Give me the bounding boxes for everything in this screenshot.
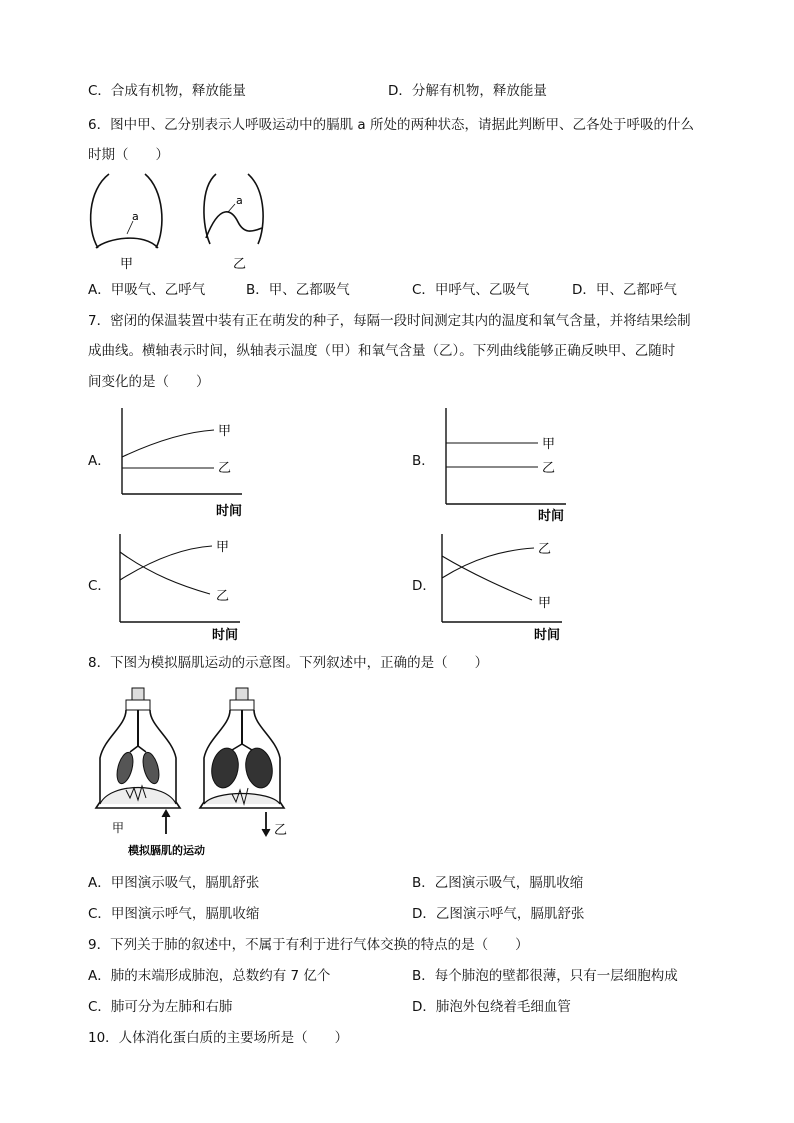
- q8-option-b: B．乙图演示吸气，膈肌收缩: [412, 875, 584, 891]
- q6-jia-diaphragm: [96, 238, 158, 248]
- q6-yi-caption: 乙: [233, 257, 247, 272]
- q8-yi-left-lung: [209, 746, 242, 790]
- q8-yi-label: 乙: [274, 823, 288, 838]
- q7-a-label-yi: 乙: [218, 461, 232, 476]
- q7-option-b-label: B．: [412, 453, 435, 469]
- q7-c-label-yi: 乙: [216, 589, 230, 604]
- q7-d-x-label: 时间: [534, 628, 561, 643]
- q9-option-b: B．每个肺泡的壁都很薄，只有一层细胞构成: [412, 968, 678, 984]
- q6-stem-line2: 时期（ ）: [88, 147, 169, 163]
- q7-b-label-jia: 甲: [542, 437, 556, 452]
- q6-diaphragm-figure: [82, 168, 282, 276]
- q7-graph-d: [434, 530, 584, 645]
- q7-option-c-label: C．: [88, 578, 111, 594]
- q8-bell-jar-figure: [92, 686, 302, 860]
- q7-c-x-label: 时间: [212, 628, 239, 643]
- q9-option-c: C．肺可分为左肺和右肺: [88, 999, 233, 1015]
- q6-option-b: B．甲、乙都吸气: [246, 282, 350, 298]
- q9-option-a: A．肺的末端形成肺泡，总数约有 7 亿个: [88, 968, 331, 984]
- q7-stem-line2: 成曲线。横轴表示时间，纵轴表示温度（甲）和氧气含量（乙）。下列曲线能够正确反映甲、乙随时: [88, 343, 676, 359]
- q7-b-label-yi: 乙: [542, 461, 556, 476]
- q7-graph-c: [112, 530, 262, 645]
- q7-a-x-label: 时间: [216, 504, 243, 519]
- q6-option-d: D．甲、乙都呼气: [572, 282, 677, 298]
- q6-yi-label-a: a: [236, 194, 243, 207]
- q9-option-d: D．肺泡外包绕着毛细血管: [412, 999, 571, 1015]
- q8-jia-right-lung: [140, 751, 162, 786]
- q6-yi-pointer: [228, 204, 235, 212]
- q8-option-a: A．甲图演示吸气，膈肌舒张: [88, 875, 260, 891]
- q6-jia-label-a: a: [132, 210, 139, 223]
- q6-jia-chest-right: [145, 174, 162, 248]
- q8-option-d: D．乙图演示呼气，膈肌舒张: [412, 906, 585, 922]
- q7-d-curve-jia: [442, 556, 532, 600]
- q8-figure-caption: 模拟膈肌的运动: [128, 844, 205, 857]
- q7-stem-line3: 间变化的是（ ）: [88, 374, 210, 390]
- q6-option-a: A．甲吸气、乙呼气: [88, 282, 206, 298]
- q6-yi-chest-right: [248, 174, 263, 244]
- q5-option-c: C．合成有机物，释放能量: [88, 83, 246, 99]
- q7-a-label-jia: 甲: [218, 424, 232, 439]
- q8-yi-right-lung: [243, 746, 276, 790]
- q7-graph-b: [438, 404, 588, 524]
- q6-option-c: C．甲呼气、乙吸气: [412, 282, 530, 298]
- q9-stem: 9．下列关于肺的叙述中，不属于有利于进行气体交换的特点的是（ ）: [88, 937, 529, 953]
- q8-jar-yi: [200, 688, 287, 838]
- q7-b-x-label: 时间: [538, 509, 565, 524]
- q6-jia-caption: 甲: [120, 257, 134, 272]
- q7-c-curve-yi: [120, 552, 210, 594]
- q7-graph-a: [114, 404, 264, 524]
- q7-stem-line1: 7．密闭的保温装置中装有正在萌发的种子，每隔一段时间测定其内的温度和氧气含量，并将结果绘制: [88, 313, 691, 329]
- q6-yi-chest-left: [204, 174, 216, 244]
- q7-d-label-yi: 乙: [538, 542, 552, 557]
- q7-c-curve-jia: [120, 546, 212, 580]
- q7-option-d-label: D．: [412, 578, 436, 594]
- q7-c-label-jia: 甲: [216, 540, 230, 555]
- q8-jar-jia: [96, 688, 180, 835]
- q6-jia-chest-left: [91, 174, 109, 248]
- q7-option-a-label: A．: [88, 453, 111, 469]
- q7-a-curve-jia: [122, 430, 214, 457]
- q6-yi-diaphragm: [206, 212, 262, 238]
- q8-option-c: C．甲图演示呼气，膈肌收缩: [88, 906, 260, 922]
- q6-stem-line1: 6．图中甲、乙分别表示人呼吸运动中的膈肌 a 所处的两种状态，请据此判断甲、乙各处于呼吸的什么: [88, 117, 694, 133]
- q7-d-curve-yi: [442, 548, 534, 578]
- q10-stem: 10．人体消化蛋白质的主要场所是（ ）: [88, 1030, 349, 1046]
- q8-jia-left-lung: [114, 751, 136, 786]
- q8-stem: 8．下图为模拟膈肌运动的示意图。下列叙述中，正确的是（ ）: [88, 655, 489, 671]
- q5-option-d: D．分解有机物，释放能量: [388, 83, 547, 99]
- q7-d-label-jia: 甲: [538, 596, 552, 611]
- q8-jia-label: 甲: [112, 821, 125, 835]
